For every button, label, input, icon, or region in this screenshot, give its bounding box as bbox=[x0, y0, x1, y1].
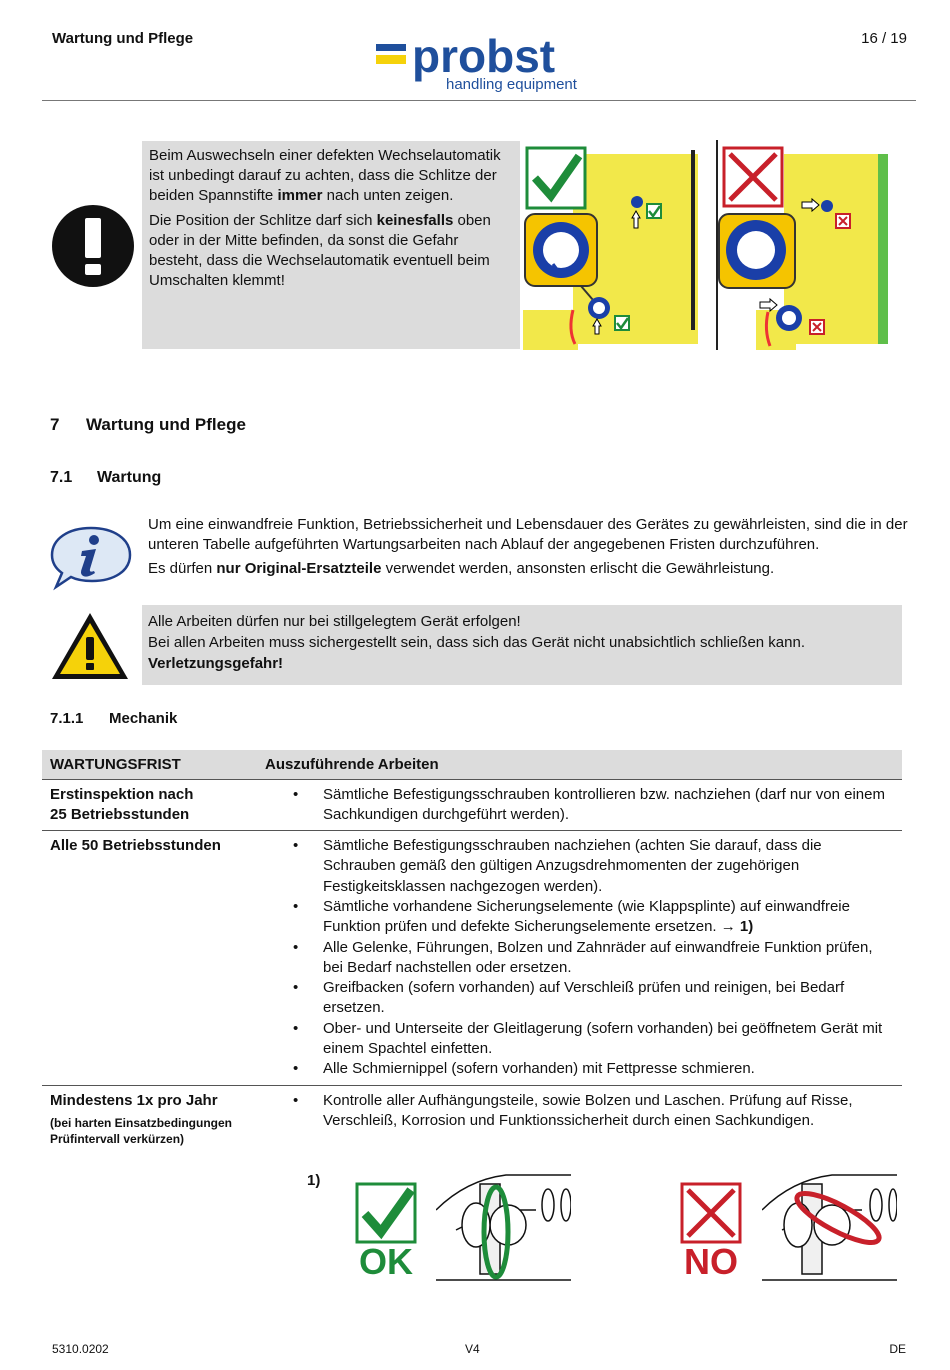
tasks-cell bbox=[257, 1085, 902, 1152]
task-item: • Sämtliche Befestigungsschrauben nachziehen (achten Sie darauf, dass die Schrauben gemäß den gültigen Anzugsdrehmomenten der zugehörigen Festigkeitsklassen nachgezogen werden). bbox=[265, 836, 894, 897]
task-item: • Alle Schmiernippel (sofern vorhanden) mit Fettpresse schmieren. bbox=[265, 1059, 894, 1079]
task-item: • Greifbacken (sofern vorhanden) auf Verschleiß prüfen und reinigen, bei Bedarf ersetzen. bbox=[265, 978, 894, 1019]
info-text bbox=[148, 515, 908, 583]
task-item: • Ober- und Unterseite der Gleitlagerung (sofern vorhanden) bei geöffnetem Gerät mit einem Spachtel einfetten. bbox=[265, 1019, 894, 1060]
caution-line-3: Verletzungsgefahr! bbox=[148, 655, 284, 672]
section-7-1-1-heading: 7.1.1 Mechanik bbox=[50, 710, 178, 727]
info-paragraph-2: Es dürfen nur Original-Ersatzteile verwendet werden, ansonsten erlischt die Gewährleistung. bbox=[148, 560, 775, 577]
interval-cell: Mindestens 1x pro Jahr (bei harten Einsatzbedingungen Prüfintervall verkürzen) bbox=[42, 1085, 257, 1152]
interval-note: (bei harten Einsatzbedingungen Prüfintervall verkürzen) bbox=[50, 1115, 233, 1146]
footer-language: DE bbox=[889, 1342, 906, 1356]
footer-version: V4 bbox=[465, 1342, 480, 1356]
tasks-cell bbox=[257, 831, 902, 1086]
table-row bbox=[42, 779, 902, 831]
warning-box bbox=[142, 141, 520, 349]
interval-cell: Erstinspektion nach 25 Betriebsstunden bbox=[42, 779, 257, 831]
table-row bbox=[42, 1085, 902, 1152]
ok-check-icon bbox=[355, 1182, 419, 1277]
incorrect-pin-drawing bbox=[762, 1170, 897, 1285]
figure-1-label: 1) bbox=[307, 1172, 321, 1189]
section-7-1-heading: 7.1 Wartung bbox=[50, 469, 162, 486]
correct-pin-drawing bbox=[436, 1170, 571, 1285]
page-number: 16 / 19 bbox=[861, 30, 907, 47]
task-item: • Sämtliche Befestigungsschrauben kontrollieren bzw. nachziehen (darf nur von einem Sachkundigen durchgeführt werden). bbox=[265, 785, 894, 826]
task-item: • Alle Gelenke, Führungen, Bolzen und Zahnräder auf einwandfreie Funktion prüfen, bei Bedarf nachstellen oder ersetzen. bbox=[265, 938, 894, 979]
slot-correct-photo bbox=[523, 140, 713, 350]
col-header-tasks: Auszuführende Arbeiten bbox=[257, 750, 902, 779]
task-item: • Sämtliche vorhandene Sicherungselemente (wie Klappsplinte) auf einwandfreie Funktion prüfen und defekte Sicherungselemente ersetzen. → 1) bbox=[265, 897, 894, 938]
ok-label: OK bbox=[359, 1241, 413, 1277]
caution-line-1: Alle Arbeiten dürfen nur bei stillgelegtem Gerät erfolgen! bbox=[148, 613, 521, 630]
slot-incorrect-photo bbox=[716, 140, 896, 350]
header-divider bbox=[42, 100, 916, 101]
figure-ref: → 1) bbox=[720, 918, 754, 936]
table-header-row bbox=[42, 750, 902, 779]
no-label: NO bbox=[684, 1241, 738, 1277]
caution-box bbox=[142, 605, 902, 685]
logo-wordmark: probst bbox=[412, 34, 556, 82]
warning-paragraph-2: Die Position der Schlitze darf sich keinesfalls oben oder in der Mitte befinden, da sonst die Gefahr besteht, dass die Wechselautomatik eventuell beim Umschalten klemmt! bbox=[149, 212, 491, 289]
tasks-cell bbox=[257, 779, 902, 831]
section-7-heading: 7 Wartung und Pflege bbox=[50, 415, 246, 434]
warning-triangle-icon bbox=[50, 610, 130, 682]
maintenance-table bbox=[42, 750, 902, 1152]
info-icon bbox=[50, 525, 132, 591]
table-row bbox=[42, 831, 902, 1086]
logo-tagline: handling equipment bbox=[446, 76, 577, 93]
exclamation-icon bbox=[51, 204, 135, 288]
caution-line-2: Bei allen Arbeiten muss sichergestellt sein, dass sich das Gerät nicht unabsichtlich schließen kann. bbox=[148, 634, 806, 651]
no-cross-icon bbox=[680, 1182, 744, 1277]
warning-paragraph-1: Beim Auswechseln einer defekten Wechselautomatik ist unbedingt darauf zu achten, dass die Schlitze der beiden Spannstifte immer nach unten zeigen. bbox=[149, 147, 501, 204]
info-paragraph-1: Um eine einwandfreie Funktion, Betriebssicherheit und Lebensdauer des Gerätes zu gewährleisten, sind die in der unteren Tabelle aufgeführten Wartungsarbeiten nach Ablauf der angegebenen Fristen durchzuführen. bbox=[148, 516, 908, 553]
task-item: • Kontrolle aller Aufhängungsteile, sowie Bolzen und Laschen. Prüfung auf Risse, Verschleiß, Korrosion und Funktionssicherheit durch einen Sachkundigen. bbox=[265, 1091, 894, 1132]
header-title: Wartung und Pflege bbox=[52, 30, 194, 47]
col-header-interval: WARTUNGSFRIST bbox=[42, 750, 257, 779]
interval-cell: Alle 50 Betriebsstunden bbox=[42, 831, 257, 1086]
probst-logo bbox=[376, 34, 591, 94]
footer-doc-number: 5310.0202 bbox=[52, 1342, 109, 1356]
